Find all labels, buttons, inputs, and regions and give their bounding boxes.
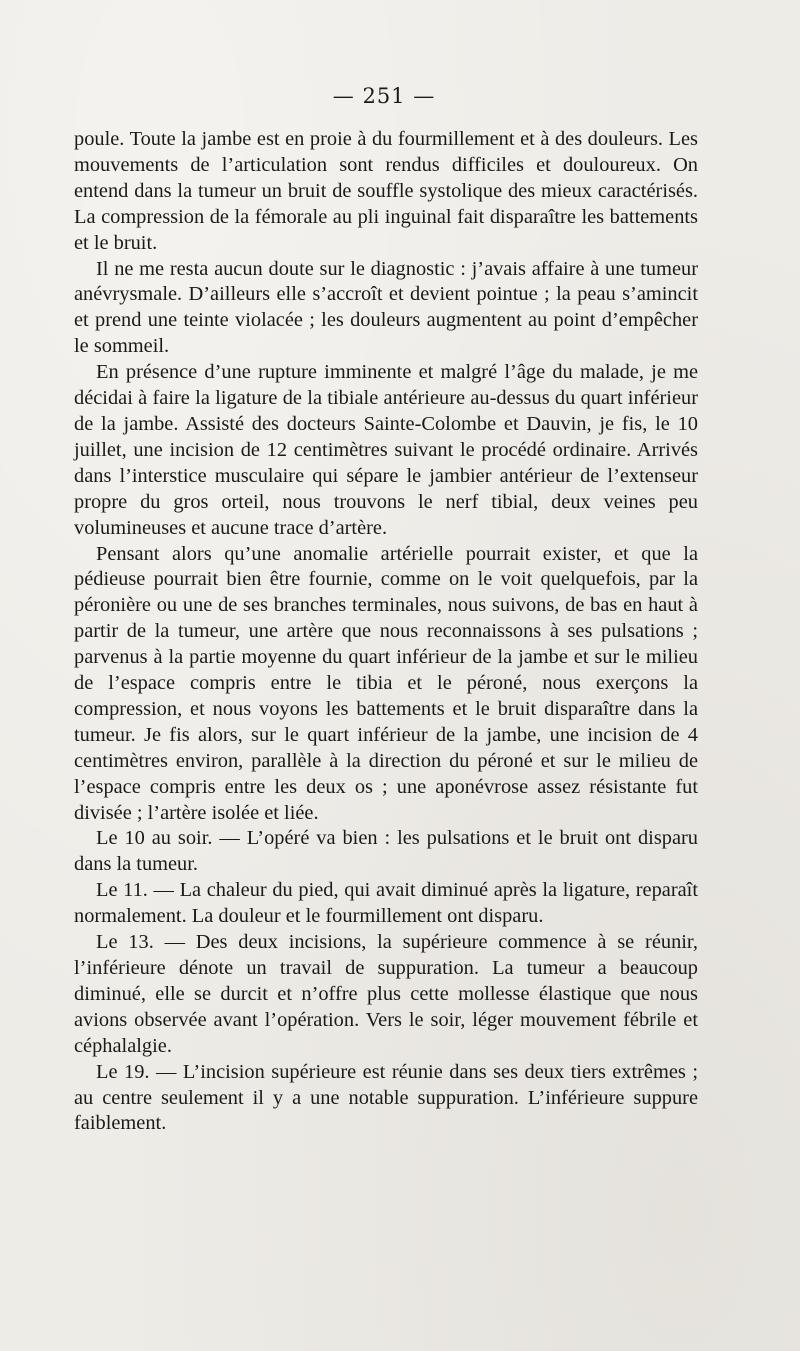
paragraph-4: Pensant alors qu’une anomalie artérielle pourrait exister, et que la pédieuse pourrait bien être fournie, comme on le voit quelquefois, par la péronière ou une de ses branches terminales, nous suivons, de bas en haut à partir de la tumeur, une artère que nous reconnaissons à ses pulsations ; parvenus à la partie moyenne du quart inférieur de la jambe et sur le milieu de l’espace compris entre le tibia et le péroné, nous exerçons la compression, et nous voyons les battements et le bruit disparaître dans la tumeur. Je fis alors, sur le quart inférieur de la jambe, une incision de 4 centimètres environ, parallèle à la direction du péroné et sur le milieu de l’espace compris entre les deux os ; une aponévrose assez résistante fut divisée ; l’artère isolée et liée. bbox=[74, 542, 698, 824]
paragraph-3: En présence d’une rupture imminente et malgré l’âge du malade, je me décidai à faire la ligature de la tibiale antérieure au-dessus du quart inférieur de la jambe. Assisté des docteurs Sainte-Colombe et Dauvin, je fis, le 10 juillet, une incision de 12 centimètres suivant le procédé ordinaire. Arrivés dans l’interstice musculaire qui sépare le jambier antérieur de l’extenseur propre du gros orteil, nous trouvons le nerf tibial, deux veines peu volumineuses et aucune trace d’artère. bbox=[74, 361, 698, 539]
paragraph-5: Le 10 au soir. — L’opéré va bien : les pulsations et le bruit ont disparu dans la tumeur. bbox=[74, 827, 698, 876]
page-number: — 251 — bbox=[332, 84, 436, 108]
body-text bbox=[74, 127, 698, 1137]
paragraph-7: Le 13. — Des deux incisions, la supérieure commence à se réunir, l’inférieure dénote un travail de suppuration. La tumeur a beaucoup diminué, elle se durcit et n’offre plus cette mollesse élastique que nous avions observée avant l’opération. Vers le soir, léger mouvement fébrile et céphalalgie. bbox=[74, 931, 698, 1057]
paragraph-2: Il ne me resta aucun doute sur le diagnostic : j’avais affaire à une tumeur anévrysmale. D’ailleurs elle s’accroît et devient pointue ; la peau s’amincit et prend une teinte violacée ; les douleurs augmentent au point d’empêcher le sommeil. bbox=[74, 257, 698, 358]
paragraph-8: Le 19. — L’incision supérieure est réunie dans ses deux tiers extrêmes ; au centre seulement il y a une notable suppuration. L’inférieure suppure faiblement. bbox=[74, 1060, 698, 1135]
paragraph-1: poule. Toute la jambe est en proie à du fourmillement et à des douleurs. Les mouvements de l’articulation sont rendus difficiles et douloureux. On entend dans la tumeur un bruit de souffle systolique des mieux caractérisés. La compression de la fémorale au pli inguinal fait disparaître les battements et le bruit. bbox=[74, 128, 698, 254]
paragraph-6: Le 11. — La chaleur du pied, qui avait diminué après la ligature, reparaît normalement. La douleur et le fourmillement ont disparu. bbox=[74, 879, 698, 928]
